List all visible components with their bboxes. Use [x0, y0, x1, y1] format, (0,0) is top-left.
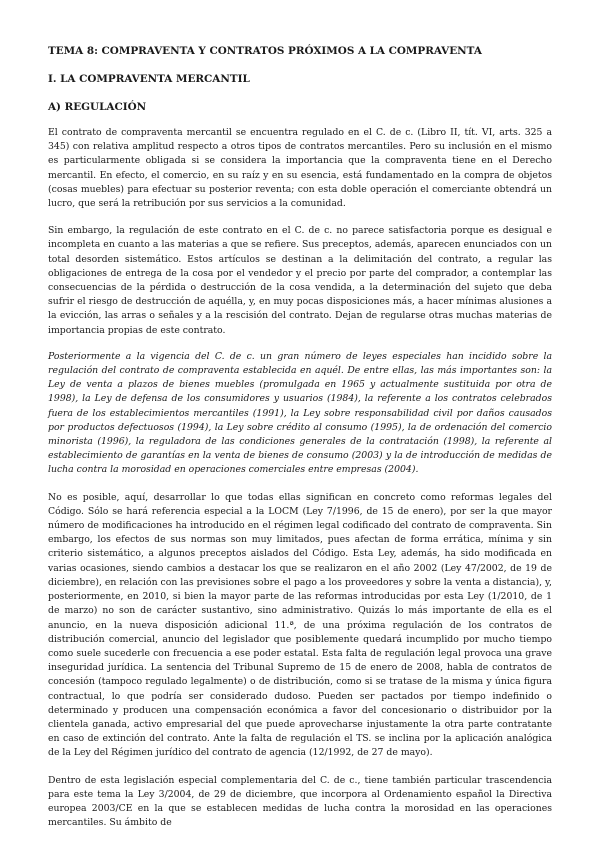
paragraph-4: No es posible, aquí, desarrollar lo que todas ellas significan en concreto como reformas legales del Código. Sólo se hará referencia especial a la LOCM (Ley 7/1996, de 15 de enero), por ser la que mayor número de modificaciones ha introducido en el régimen legal codificado del contrato de compraventa. Sin embargo, los efectos de sus normas son muy limitados, pues afectan de forma errática, mínima y sin criterio sistemático, a algunos preceptos aislados del Código. Esta Ley, además, ha sido modificada en varias ocasiones, siendo cambios a destacar los que se realizaron en el año 2002 (Ley 47/2002, de 19 de diciembre), en relación con las previsiones sobre el pago a los proveedores y sobre la venta a distancia), y, posteriormente, en 2010, si bien la mayor parte de las reformas introducidas por esta Ley (1/2010, de 1 de marzo) no son de carácter sustantivo, sino administrativo. Quizás lo más importante de ella es el anuncio, en la nueva disposición adicional 11.ª, de una próxima regulación de los contratos de distribución comercial, anuncio del legislador que posiblemente quedará incumplido por mucho tiempo como suele sucederle con frecuencia a ese poder estatal. Esta falta de regulación legal provoca una grave inseguridad jurídica. La sentencia del Tribunal Supremo de 15 de enero de 2008, habla de contratos de concesión (tampoco regulado legalmente) o de distribución, como si se tratase de la misma y única figura contractual, lo que podría ser considerado dudoso. Pueden ser pactados por tiempo indefinido o determinado y producen una compensación económica a favor del concesionario o distribuidor por la clientela ganada, activo empresarial del que puede aprovecharse injustamente la otra parte contratante en caso de extinción del contrato. Ante la falta de regulación el TS. se inclina por la aplicación analógica de la Ley del Régimen jurídico del contrato de agencia (12/1992, de 27 de mayo).: [48, 491, 552, 759]
paragraph-1: El contrato de compraventa mercantil se encuentra regulado en el C. de c. (Libro II, tít. VI, arts. 325 a 345) con relativa amplitud respecto a otros tipos de contratos mercantiles. Pero su inclusión en el mismo es particularmente obligada si se considera la importancia que la compraventa tiene en el Derecho mercantil. En efecto, el comercio, en su raíz y en su esencia, está fundamentado en la compra de objetos (cosas muebles) para efectuar su posterior reventa; con esta doble operación el comerciante obtendrá un lucro, que será la retribución por sus servicios a la comunidad.: [48, 127, 552, 210]
document-page: [48, 44, 552, 830]
chapter-title: TEMA 8: COMPRAVENTA Y CONTRATOS PRÓXIMOS A LA COMPRAVENTA: [48, 45, 482, 57]
subsection-title: A) REGULACIÓN: [48, 101, 147, 113]
section-title: I. LA COMPRAVENTA MERCANTIL: [48, 73, 250, 85]
paragraph-3-italic: Posteriormente a la vigencia del C. de c. un gran número de leyes especiales han incidido sobre la regulación del contrato de compraventa establecida en aquél. De entre ellas, las más importantes son: la Ley de venta a plazos de bienes muebles (promulgada en 1965 y actualmente sustituida por otra de 1998), la Ley de defensa de los consumidores y usuarios (1984), la referente a los contratos celebrados fuera de los establecimientos mercantiles (1991), la Ley sobre responsabilidad civil por daños causados por productos defectuosos (1994), la Ley sobre crédito al consumo (1995), la de ordenación del comercio minorista (1996), la reguladora de las condiciones generales de la contratación (1998), la referente al establecimiento de garantías en la venta de bienes de consumo (2003) y la de introducción de medidas de lucha contra la morosidad en operaciones comerciales entre empresas (2004).: [48, 350, 552, 476]
paragraph-5: Dentro de esta legislación especial complementaria del C. de c., tiene también particular trascendencia para este tema la Ley 3/2004, de 29 de diciembre, que incorpora al Ordenamiento español la Directiva europea 2003/CE en la que se establecen medidas de lucha contra la morosidad en las operaciones mercantiles. Su ámbito de: [48, 774, 552, 829]
paragraph-2: Sin embargo, la regulación de este contrato en el C. de c. no parece satisfactoria porque es desigual e incompleta en cuanto a las materias a que se refiere. Sus preceptos, además, aparecen enunciados con un total desorden sistemático. Estos artículos se destinan a la delimitación del contrato, a regular las obligaciones de entrega de la cosa por el vendedor y el precio por parte del comprador, a contemplar las consecuencias de la pérdida o destrucción de la cosa vendida, a la determinación del sujeto que deba sufrir el riesgo de destrucción de aquélla, y, en muy pocas disposiciones más, a hacer mínimas alusiones a la evicción, las arras o señales y a la rescisión del contrato. Dejan de regularse otras muchas materias de importancia propias de este contrato.: [48, 225, 552, 336]
